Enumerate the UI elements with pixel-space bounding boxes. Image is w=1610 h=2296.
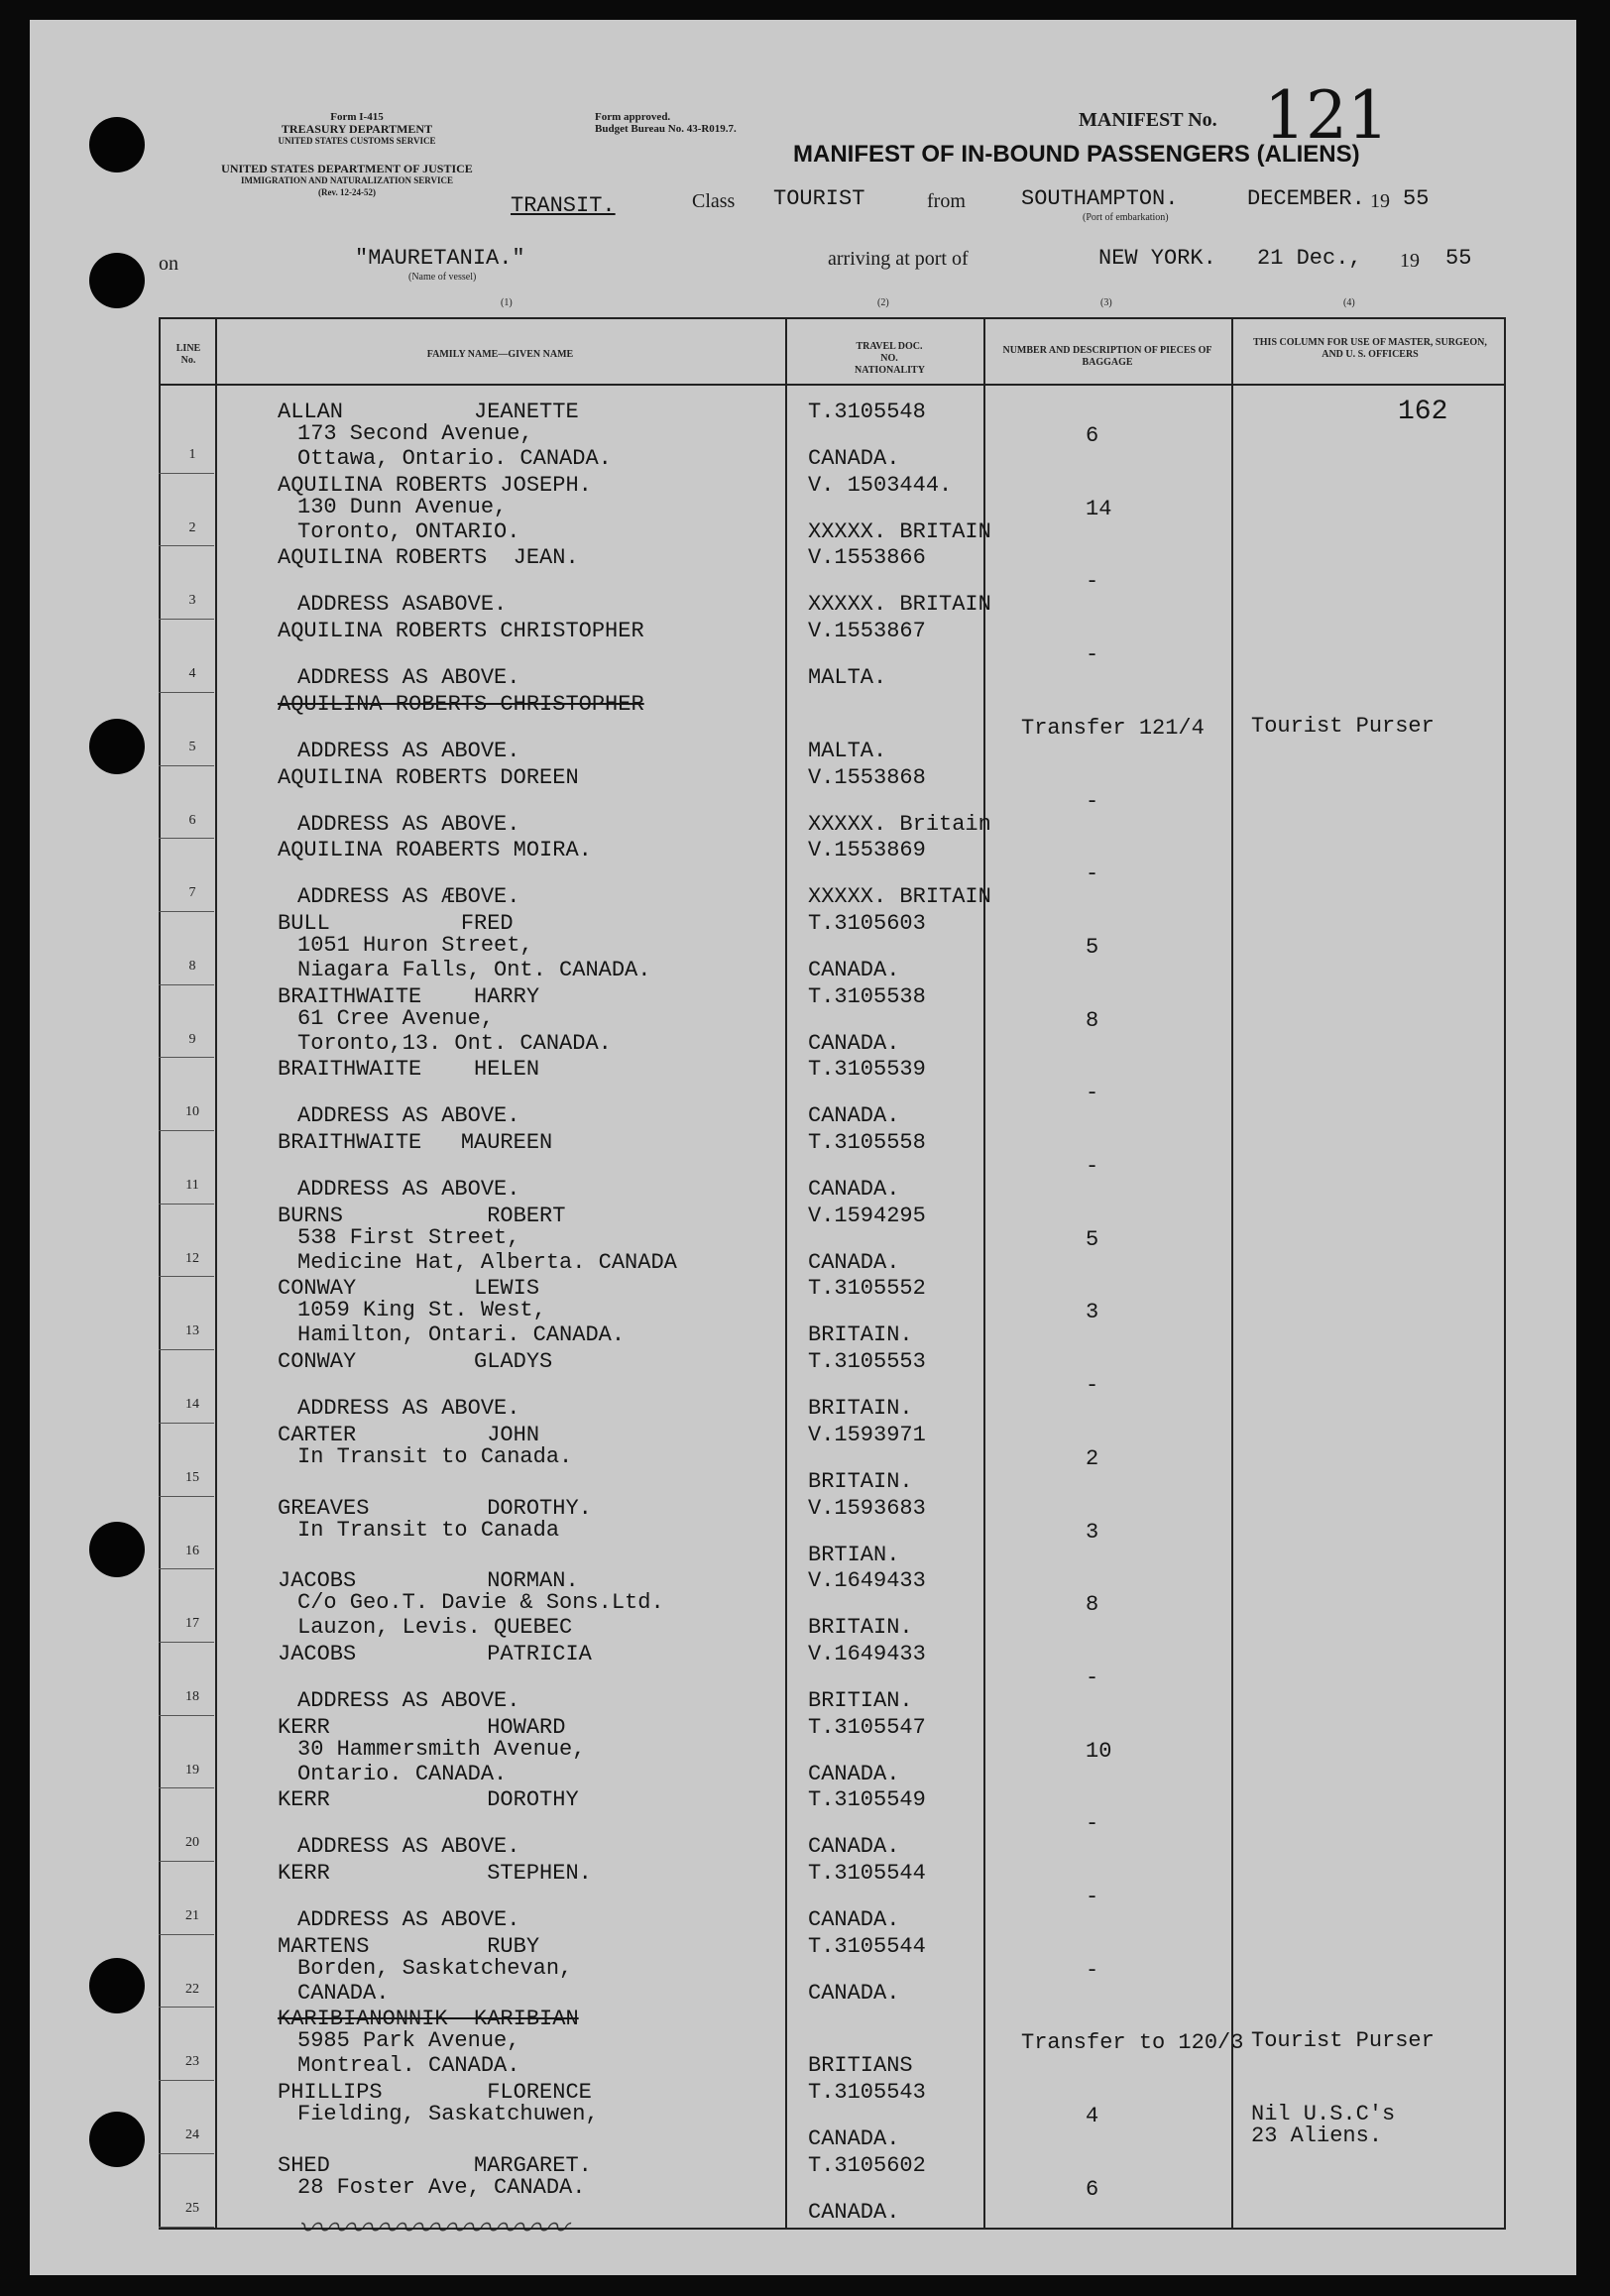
travel-doc-number: T.3105603 <box>808 910 926 936</box>
binder-hole <box>89 2112 145 2167</box>
baggage-count: 6 <box>1086 423 1099 448</box>
nationality: BRITAIN. <box>808 1396 913 1422</box>
line-number: 18 <box>185 1688 199 1704</box>
passenger-name: KARIBIANONNIK KARIBIAN <box>278 2007 579 2032</box>
travel-doc-number: T.3105549 <box>808 1787 926 1813</box>
port-embarkation: SOUTHAMPTON. <box>1021 186 1179 211</box>
passenger-name: AQUILINA ROBERTS CHRISTOPHER <box>278 619 644 644</box>
nationality: XXXXX. BRITAIN <box>808 518 991 544</box>
baggage-count: - <box>1086 861 1099 887</box>
line-number: 25 <box>185 2200 199 2216</box>
travel-doc-number: T.3105538 <box>808 983 926 1009</box>
row-divider <box>159 1130 214 1131</box>
customs-service: UNITED STATES CUSTOMS SERVICE <box>278 136 436 146</box>
address-line-1: 130 Dunn Avenue, <box>297 494 508 519</box>
line-number: 23 <box>185 2054 199 2070</box>
line-number: 9 <box>188 1031 196 1047</box>
address-line-1: 1051 Huron Street, <box>297 932 533 958</box>
officer-note: 162 <box>1398 397 1448 427</box>
binder-hole <box>89 719 145 774</box>
address-line-1: In Transit to Canada <box>297 1517 560 1543</box>
travel-doc-number: V.1553868 <box>808 764 926 790</box>
row-divider <box>159 1423 214 1424</box>
address-line-2: Ontario. CANADA. <box>297 1761 508 1786</box>
vessel-name: "MAURETANIA." <box>355 246 525 271</box>
nationality: CANADA. <box>808 1907 900 1932</box>
travel-doc-number: V.1594295 <box>808 1203 926 1228</box>
passenger-name: ALLAN JEANETTE <box>278 400 579 424</box>
address-line-2: ADDRESS AS ABOVE. <box>297 811 520 837</box>
passenger-name: AQUILINA ROABERTS MOIRA. <box>278 838 592 863</box>
nationality: CANADA. <box>808 446 900 471</box>
signature-bottom: 〰〰〰〰〰〰〰〰 <box>297 2209 567 2248</box>
col-num-4: (4) <box>1343 297 1355 308</box>
row-divider <box>159 984 214 985</box>
line-number: 4 <box>188 666 196 682</box>
line-number: 12 <box>185 1250 199 1266</box>
address-line-2: ADDRESS AS ABOVE. <box>297 1103 520 1129</box>
line-number: 22 <box>185 1981 199 1997</box>
line-number: 7 <box>188 885 196 901</box>
row-divider <box>159 765 214 766</box>
nationality: BRITIAN. <box>808 1687 913 1713</box>
row-divider <box>159 838 214 839</box>
passenger-name: KERR DOROTHY <box>278 1787 579 1813</box>
nationality: BRITIANS <box>808 2053 913 2079</box>
baggage-count: - <box>1086 788 1099 814</box>
passenger-name: CONWAY LEWIS <box>278 1276 540 1302</box>
passenger-name: KERR HOWARD <box>278 1714 566 1740</box>
address-line-2: Toronto,13. Ont. CANADA. <box>297 1030 612 1056</box>
nationality: MALTA. <box>808 665 887 691</box>
nationality: XXXXX. BRITAIN <box>808 884 991 910</box>
row-divider <box>159 1057 214 1058</box>
baggage-count: 3 <box>1086 1519 1099 1545</box>
baggage-count: - <box>1086 1885 1099 1909</box>
baggage-count: - <box>1086 1373 1099 1399</box>
travel-doc-number: V.1649433 <box>808 1641 926 1666</box>
travel-doc-number: T.3105558 <box>808 1130 926 1155</box>
address-line-2: CANADA. <box>297 1980 390 2006</box>
passenger-name: BRAITHWAITE HARRY <box>278 983 540 1009</box>
col-header-line: LINE No. <box>175 343 201 366</box>
address-line-2: Hamilton, Ontari. CANADA. <box>297 1322 626 1348</box>
passenger-name: AQUILINA ROBERTS DOREEN <box>278 764 579 790</box>
from-label: from <box>927 190 966 212</box>
baggage-count: 5 <box>1086 934 1099 960</box>
line-number: 16 <box>185 1543 199 1558</box>
officer-note: Tourist Purser <box>1251 2028 1435 2054</box>
address-line-1: In Transit to Canada. <box>297 1443 573 1469</box>
nationality: BRITAIN. <box>808 1468 913 1494</box>
travel-doc-number: V.1593683 <box>808 1495 926 1521</box>
passenger-name: PHILLIPS FLORENCE <box>278 2080 592 2106</box>
form-number: Form I-415 <box>330 111 384 123</box>
row-divider <box>159 1349 214 1350</box>
travel-doc-number: T.3105552 <box>808 1276 926 1302</box>
vessel-note: (Name of vessel) <box>408 272 477 283</box>
row-divider <box>159 1204 214 1205</box>
year-prefix: 19 <box>1370 190 1390 212</box>
travel-doc-number: V.1553867 <box>808 619 926 644</box>
row-divider <box>159 1787 214 1788</box>
baggage-count: Transfer 121/4 <box>1021 715 1205 741</box>
binder-hole <box>89 1522 145 1577</box>
departure-month: DECEMBER. <box>1247 186 1365 211</box>
address-line-2: ADDRESS AS ABOVE. <box>297 1834 520 1860</box>
passenger-name: AQUILINA ROBERTS JEAN. <box>278 545 579 571</box>
nationality: CANADA. <box>808 1834 900 1860</box>
budget-bureau: Budget Bureau No. 43-R019.7. <box>595 123 737 135</box>
row-divider <box>159 1496 214 1497</box>
line-number: 17 <box>185 1616 199 1632</box>
nationality: CANADA. <box>808 2126 900 2152</box>
address-line-2: ADDRESS AS ABOVE. <box>297 1396 520 1422</box>
baggage-count: - <box>1086 1811 1099 1837</box>
passenger-name: KERR STEPHEN. <box>278 1861 592 1886</box>
arrival-year-prefix: 19 <box>1400 250 1420 272</box>
travel-doc-number: T.3105548 <box>808 400 926 424</box>
row-divider <box>159 1715 214 1716</box>
row-divider <box>159 1568 214 1569</box>
justice-dept: UNITED STATES DEPARTMENT OF JUSTICE <box>221 162 473 175</box>
baggage-count: Transfer to 120/3 <box>1021 2030 1244 2056</box>
nationality: CANADA. <box>808 1030 900 1056</box>
col-header-name: FAMILY NAME—GIVEN NAME <box>426 349 574 360</box>
col-header-travel-doc: TRAVEL DOC. NO. NATIONALITY <box>855 341 925 376</box>
officer-note: Tourist Purser <box>1251 713 1435 739</box>
line-number: 21 <box>185 1908 199 1923</box>
travel-doc-number: T.3105544 <box>808 1933 926 1959</box>
port-embark-note: (Port of embarkation) <box>1083 212 1169 223</box>
baggage-count: 5 <box>1086 1226 1099 1252</box>
col-header-baggage: NUMBER AND DESCRIPTION OF PIECES OF BAGGAGE <box>1002 345 1212 368</box>
col-num-1: (1) <box>501 297 513 308</box>
line-number: 1 <box>188 447 196 462</box>
line-number: 13 <box>185 1323 199 1339</box>
address-line-2: ADDRESS ASABOVE. <box>297 592 508 618</box>
nationality: MALTA. <box>808 738 887 763</box>
nationality: CANADA. <box>808 1103 900 1129</box>
address-line-2: ADDRESS AS ABOVE. <box>297 1177 520 1202</box>
travel-doc-number: V.1553866 <box>808 545 926 571</box>
transit-label: TRANSIT. <box>511 193 616 218</box>
row-divider <box>159 2227 214 2228</box>
address-line-2: Medicine Hat, Alberta. CANADA <box>297 1249 677 1275</box>
col-num-3: (3) <box>1100 297 1112 308</box>
row-divider <box>159 1934 214 1935</box>
binder-hole <box>89 117 145 172</box>
nationality: BRITAIN. <box>808 1322 913 1348</box>
arriving-label: arriving at port of <box>828 248 969 270</box>
passenger-name: CONWAY GLADYS <box>278 1349 553 1375</box>
baggage-count: 10 <box>1086 1738 1112 1764</box>
travel-doc-number: T.3105602 <box>808 2152 926 2178</box>
class-label: Class <box>692 190 736 212</box>
nationality: XXXXX. Britain <box>808 811 991 837</box>
row-divider <box>159 545 214 546</box>
address-line-1: C/o Geo.T. Davie & Sons.Ltd. <box>297 1590 664 1616</box>
baggage-count: 6 <box>1086 2176 1099 2202</box>
passenger-name: JACOBS PATRICIA <box>278 1641 592 1666</box>
address-line-1: 538 First Street, <box>297 1224 520 1250</box>
arrival-port: NEW YORK. <box>1098 246 1216 271</box>
nationality: CANADA. <box>808 1249 900 1275</box>
nationality: CANADA. <box>808 1761 900 1786</box>
nationality: CANADA. <box>808 957 900 982</box>
form-approved: Form approved. <box>595 111 671 123</box>
address-line-2: Lauzon, Levis. QUEBEC <box>297 1615 573 1641</box>
binder-hole <box>89 1958 145 2013</box>
travel-doc-number: T.3105539 <box>808 1057 926 1083</box>
row-divider <box>159 1861 214 1862</box>
row-divider <box>159 2153 214 2154</box>
baggage-count: 14 <box>1086 496 1112 521</box>
passenger-name: AQUILINA ROBERTS CHRISTOPHER <box>278 691 644 717</box>
baggage-count: - <box>1086 569 1099 595</box>
col-header-officers: THIS COLUMN FOR USE OF MASTER, SURGEON, AND U. S. OFFICERS <box>1253 337 1487 360</box>
line-number: 14 <box>185 1397 199 1413</box>
row-divider <box>159 2007 214 2008</box>
passenger-name: GREAVES DOROTHY. <box>278 1495 592 1521</box>
address-line-2: ADDRESS AS ABOVE. <box>297 738 520 763</box>
address-line-1: 30 Hammersmith Avenue, <box>297 1736 586 1762</box>
travel-doc-number: T.3105547 <box>808 1714 926 1740</box>
officer-note: Nil U.S.C's 23 Aliens. <box>1251 2102 1396 2149</box>
line-number: 20 <box>185 1835 199 1851</box>
address-line-1: 173 Second Avenue, <box>297 421 533 446</box>
travel-doc-number: T.3105553 <box>808 1349 926 1375</box>
passenger-name: SHED MARGARET. <box>278 2152 592 2178</box>
baggage-count: 4 <box>1086 2104 1099 2129</box>
baggage-count: 8 <box>1086 1592 1099 1618</box>
baggage-count: - <box>1086 1957 1099 1983</box>
class-value: TOURIST <box>773 186 865 211</box>
line-number: 19 <box>185 1762 199 1778</box>
line-number: 10 <box>185 1104 199 1120</box>
travel-doc-number: T.3105544 <box>808 1861 926 1886</box>
arrival-date: 21 Dec., <box>1257 246 1362 271</box>
nationality: BRTIAN. <box>808 1542 900 1567</box>
arrival-year-suffix: 55 <box>1445 246 1472 271</box>
line-number: 3 <box>188 593 196 609</box>
row-divider <box>159 2080 214 2081</box>
year-suffix: 55 <box>1403 186 1430 211</box>
on-label: on <box>159 253 178 275</box>
baggage-count: 2 <box>1086 1445 1099 1471</box>
manifest-number: 121 <box>1264 77 1389 154</box>
address-line-1: 5985 Park Avenue, <box>297 2028 520 2054</box>
address-line-1: 61 Cree Avenue, <box>297 1005 495 1031</box>
line-number: 6 <box>188 812 196 828</box>
baggage-count: - <box>1086 642 1099 668</box>
line-number: 24 <box>185 2127 199 2143</box>
passenger-name: AQUILINA ROBERTS JOSEPH. <box>278 472 592 498</box>
travel-doc-number: V. 1503444. <box>808 472 953 498</box>
address-line-2: ADDRESS AS ABOVE. <box>297 665 520 691</box>
nationality: CANADA. <box>808 2199 900 2225</box>
nationality: CANADA. <box>808 1980 900 2006</box>
nationality: XXXXX. BRITAIN <box>808 592 991 618</box>
row-divider <box>159 619 214 620</box>
passenger-name: BULL FRED <box>278 910 514 936</box>
address-line-1: 28 Foster Ave, CANADA. <box>297 2174 586 2200</box>
row-divider <box>159 1276 214 1277</box>
baggage-count: - <box>1086 1665 1099 1690</box>
manifest-title: MANIFEST OF IN-BOUND PASSENGERS (ALIENS) <box>793 141 1360 168</box>
travel-doc-number: V.1553869 <box>808 838 926 863</box>
travel-doc-number: T.3105543 <box>808 2080 926 2106</box>
row-divider <box>159 692 214 693</box>
line-number: 5 <box>188 739 196 754</box>
address-line-2: Toronto, ONTARIO. <box>297 518 520 544</box>
address-line-2: ADDRESS AS ÆBOVE. <box>297 884 520 910</box>
address-line-1: Fielding, Saskatchuwen, <box>297 2102 599 2127</box>
address-line-1: Borden, Saskatchevan, <box>297 1955 573 1981</box>
treasury-dept: TREASURY DEPARTMENT <box>281 122 433 136</box>
binder-hole <box>89 253 145 308</box>
address-line-2: ADDRESS AS ABOVE. <box>297 1687 520 1713</box>
manifest-no-label: MANIFEST No. <box>1079 109 1217 131</box>
address-line-2: Ottawa, Ontario. CANADA. <box>297 446 612 471</box>
address-line-2: ADDRESS AS ABOVE. <box>297 1907 520 1932</box>
address-line-2: Montreal. CANADA. <box>297 2053 520 2079</box>
passenger-name: CARTER JOHN <box>278 1422 540 1447</box>
address-line-1: 1059 King St. West, <box>297 1298 546 1323</box>
ins-service: IMMIGRATION AND NATURALIZATION SERVICE <box>241 175 453 185</box>
row-divider <box>159 911 214 912</box>
row-divider <box>159 1642 214 1643</box>
travel-doc-number: V.1649433 <box>808 1568 926 1594</box>
travel-doc-number: V.1593971 <box>808 1422 926 1447</box>
line-number: 15 <box>185 1469 199 1485</box>
baggage-count: 3 <box>1086 1300 1099 1325</box>
baggage-count: - <box>1086 1154 1099 1179</box>
baggage-count: - <box>1086 1081 1099 1106</box>
address-line-2: Niagara Falls, Ont. CANADA. <box>297 957 651 982</box>
nationality: BRITAIN. <box>808 1615 913 1641</box>
passenger-name: BURNS ROBERT <box>278 1203 566 1228</box>
passenger-name: JACOBS NORMAN. <box>278 1568 579 1594</box>
revision-date: (Rev. 12-24-52) <box>318 187 376 197</box>
passenger-name: MARTENS RUBY <box>278 1933 540 1959</box>
col-num-2: (2) <box>877 297 889 308</box>
passenger-name: BRAITHWAITE MAUREEN <box>278 1130 553 1155</box>
line-number: 2 <box>188 519 196 535</box>
line-number: 11 <box>185 1178 199 1193</box>
row-divider <box>159 473 214 474</box>
nationality: CANADA. <box>808 1177 900 1202</box>
passenger-name: BRAITHWAITE HELEN <box>278 1057 540 1083</box>
baggage-count: 8 <box>1086 1007 1099 1033</box>
line-number: 8 <box>188 958 196 974</box>
